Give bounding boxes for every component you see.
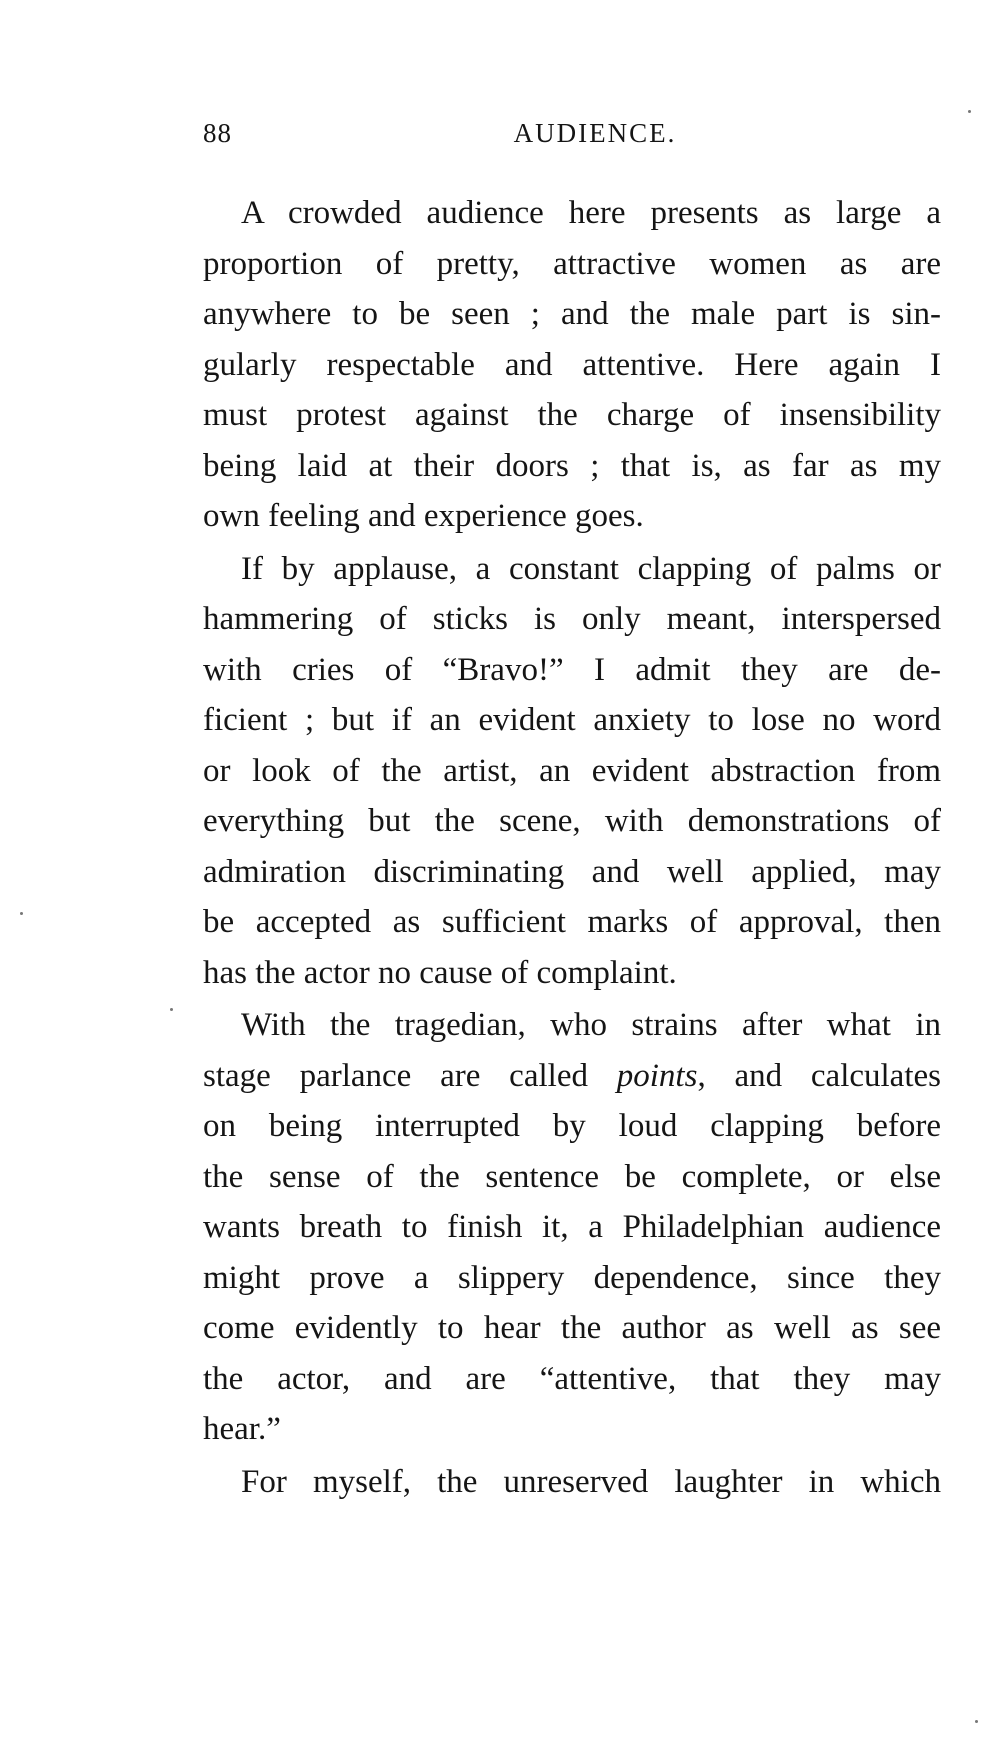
paragraph [203,1457,941,1508]
text-line: the sense of the sentence be complete, or else [203,1158,941,1195]
text-line: own feeling and experience goes. [203,498,644,534]
text-line: has the actor no cause of complaint. [203,954,677,991]
text-line: with cries of “Bravo!” I admit they are de- [203,651,941,688]
text-line: wants breath to finish it, a Philadelphian audience [203,1209,941,1245]
text-line: hammering of sticks is only meant, interspersed [203,601,941,637]
text-line: For myself, the unreserved laughter in which [241,1463,941,1500]
text-line: stage parlance are called points, and calculates [203,1057,941,1094]
text-line: admiration discriminating and well applied, may [203,853,941,890]
paragraph [203,544,941,999]
text-line: come evidently to hear the author as well as see [203,1310,941,1346]
page-header [203,118,941,158]
text-line: on being interrupted by loud clapping before [203,1108,941,1144]
text-line: being laid at their doors ; that is, as far as my [203,447,941,484]
text-line: ficient ; but if an evident anxiety to lose no word [203,702,941,738]
text-line: the actor, and are “attentive, that they may [203,1360,941,1397]
text-line: hear.” [203,1411,281,1447]
text-line: proportion of pretty, attractive women as are [203,245,941,282]
paper-speck [170,1008,173,1011]
paper-speck [975,1720,978,1723]
text-line: might prove a slippery dependence, since they [203,1259,941,1296]
paper-speck [20,912,23,915]
text-line: be accepted as sufficient marks of approval, then [203,904,941,940]
text-line: everything but the scene, with demonstrations of [203,803,941,839]
paragraph [203,188,941,542]
text-line: If by applause, a constant clapping of palms or [241,550,941,587]
text-line: gularly respectable and attentive. Here again I [203,346,941,383]
running-head: AUDIENCE. [513,118,677,148]
text-line: A crowded audience here presents as large a [241,195,941,231]
body-text [203,188,941,1507]
text-line: anywhere to be seen ; and the male part is sin- [203,296,941,332]
text-line: With the tragedian, who strains after what in [241,1007,941,1043]
text-line: must protest against the charge of insensibility [203,397,941,433]
paper-speck [968,110,971,113]
italic-word: points [616,1057,698,1094]
page-number: 88 [203,118,232,148]
paragraph [203,1000,941,1455]
text-line: or look of the artist, an evident abstraction from [203,752,941,789]
